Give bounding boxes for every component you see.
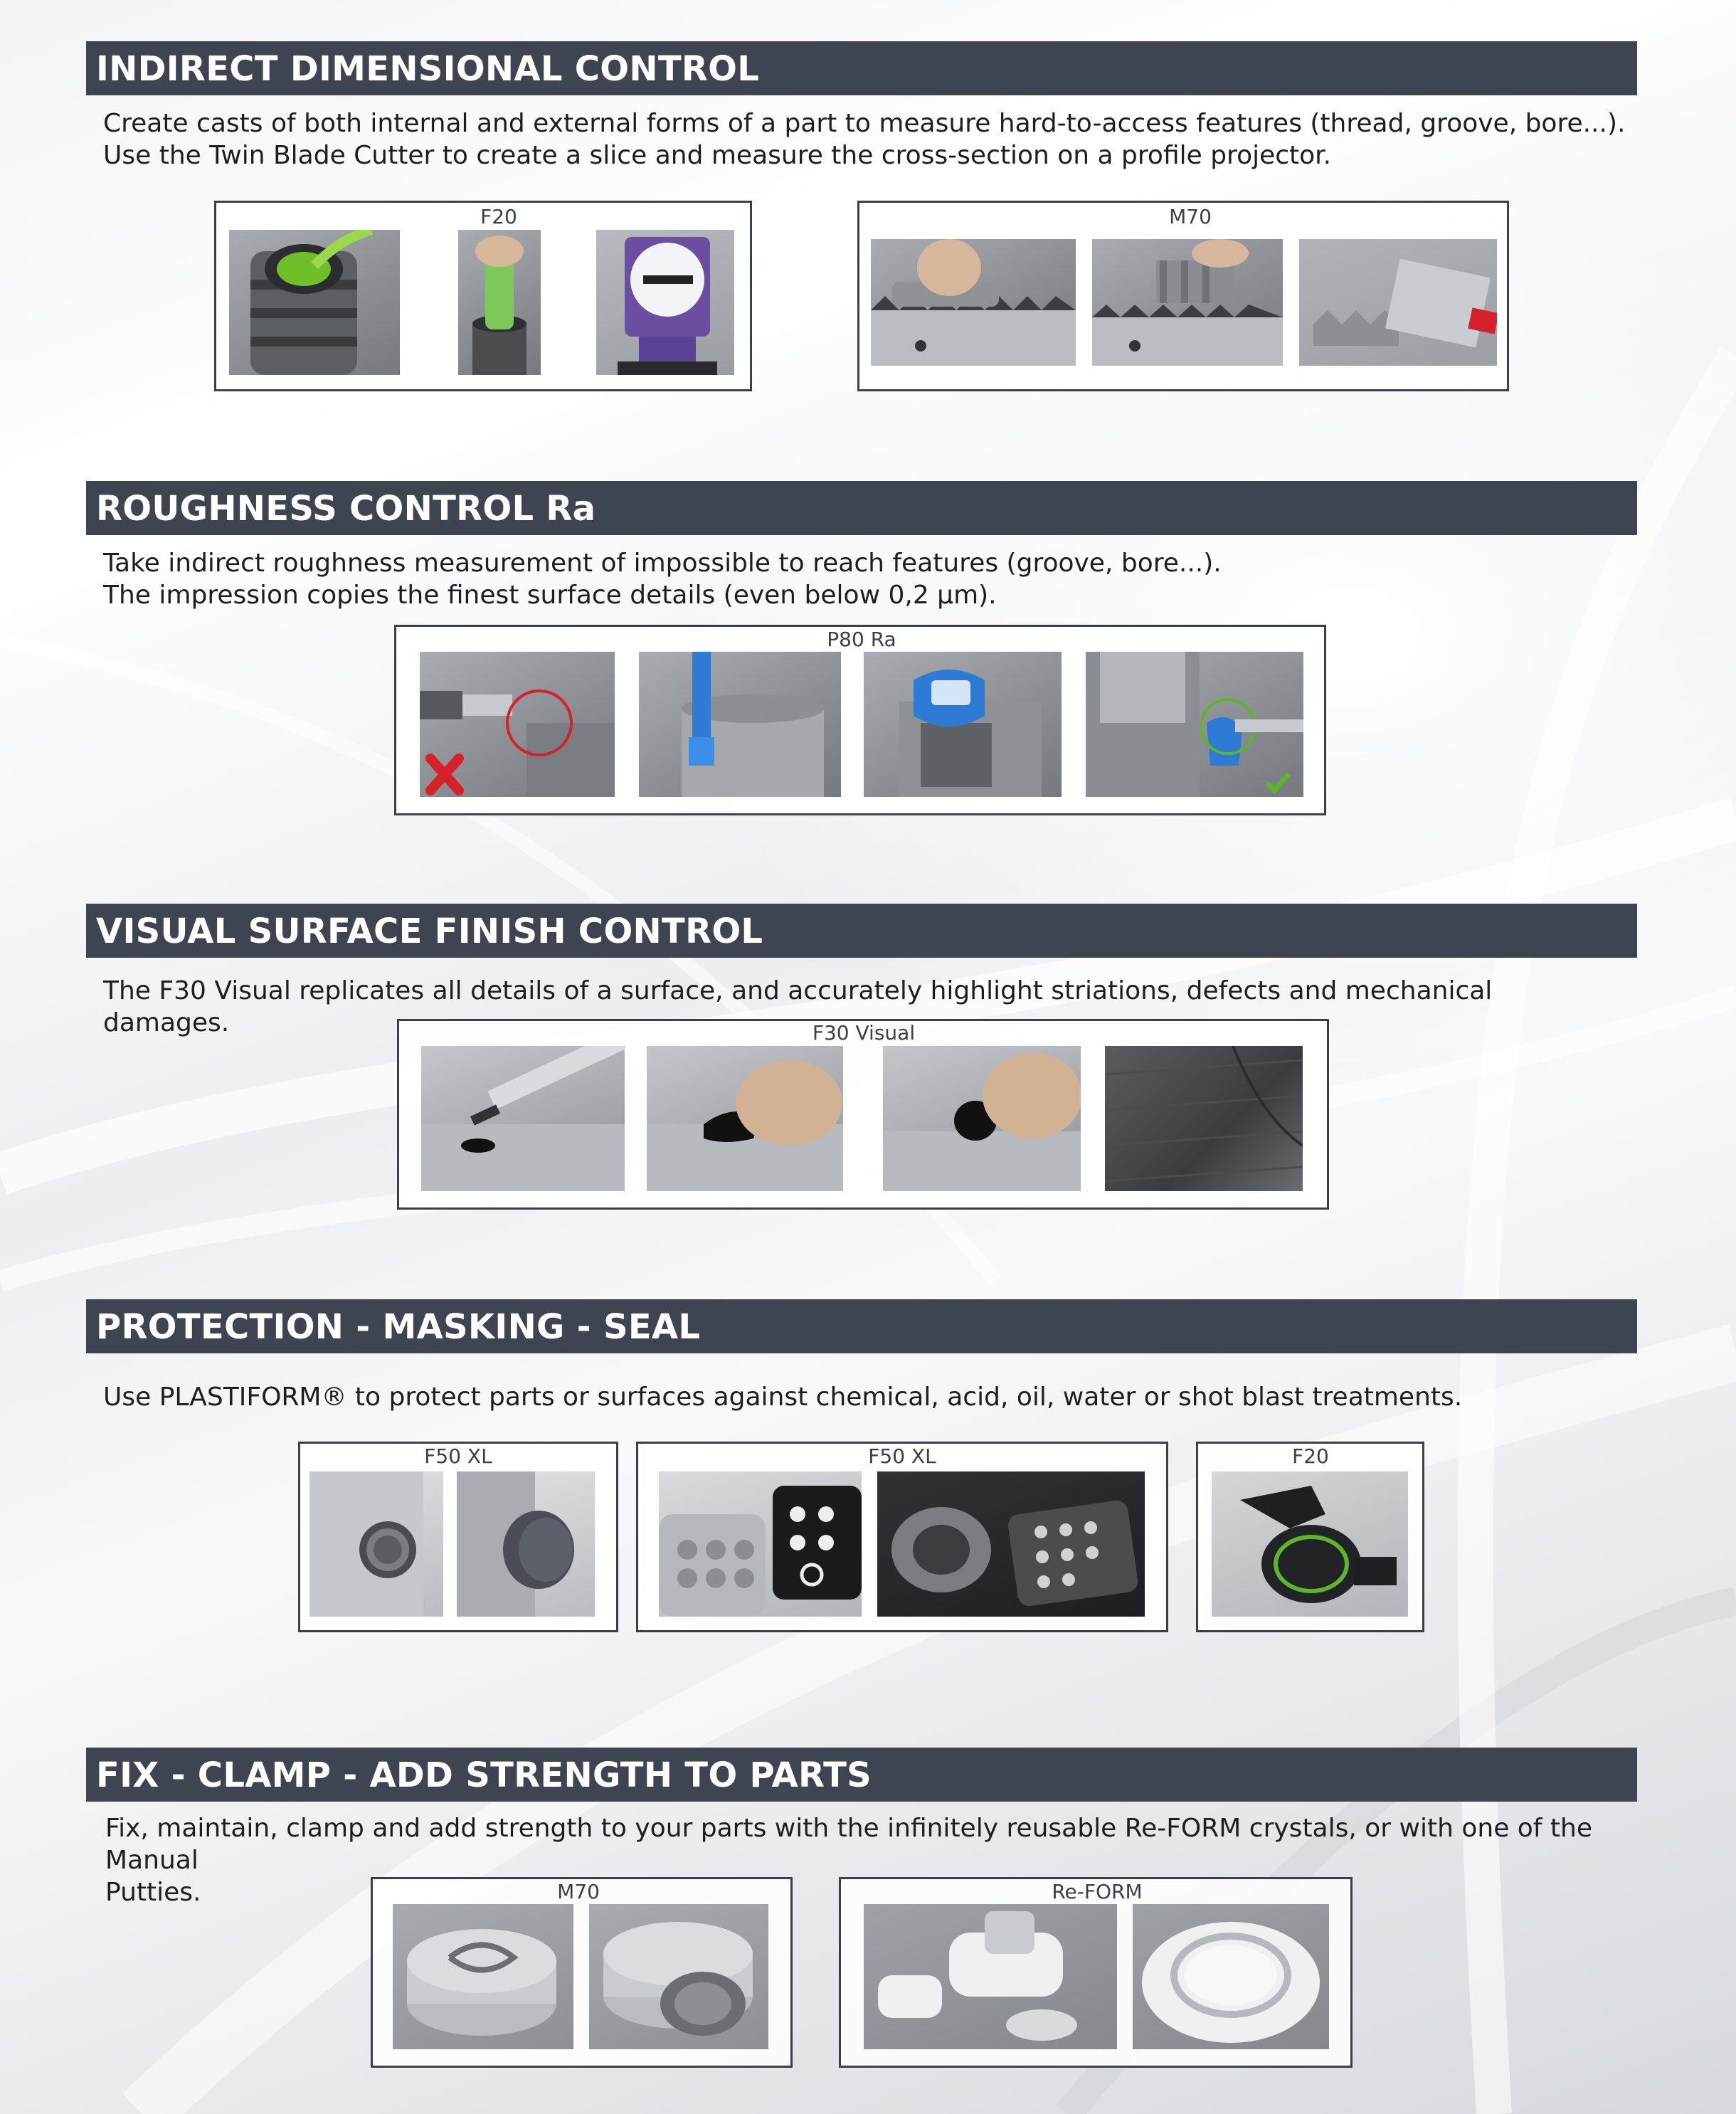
reform-ring-fixture-photo <box>1133 1904 1329 2049</box>
masking-plate-plugs-photo <box>659 1471 862 1617</box>
roughness-probe-unreachable-photo <box>420 652 615 797</box>
surface-texture-replica-photo <box>1105 1046 1303 1191</box>
product-label: F20 <box>480 205 517 228</box>
description-line: The impression copies the finest surface details (even below 0,2 µm). <box>103 581 997 610</box>
masked-part-shot-blast-photo <box>877 1471 1145 1617</box>
section-header-visual-surface-finish-control: VISUAL SURFACE FINISH CONTROL <box>86 904 1637 958</box>
reform-crystals-fixture-photo <box>864 1904 1117 2049</box>
description-line: Take indirect roughness measurement of impossible to reach features (groove, bore...). <box>103 549 1222 578</box>
description-line: The F30 Visual replicates all details of a surface, and accurately highlight striations, defects and mechanical damages. <box>103 976 1493 1037</box>
description-line: Putties. <box>105 1878 201 1907</box>
description-line: Use the Twin Blade Cutter to create a slice and measure the cross-section on a profile projector. <box>103 141 1332 170</box>
product-label: F30 Visual <box>812 1021 916 1045</box>
thread-bore-green-cast-photo <box>229 230 400 375</box>
section-header-protection-masking-seal: PROTECTION - MASKING - SEAL <box>86 1299 1637 1353</box>
threaded-hole-plugged-photo <box>457 1471 595 1617</box>
putty-fixture-part-photo <box>589 1904 768 2049</box>
roughness-probe-on-cast-photo <box>1086 652 1303 797</box>
section-description <box>103 547 1626 611</box>
threaded-hole-photo <box>309 1471 443 1617</box>
section-description <box>103 107 1626 171</box>
description-line: Fix, maintain, clamp and add strength to your parts with the infinitely reusable Re-FORM crystals, or with one of the Manual <box>105 1814 1593 1875</box>
description-line: Use PLASTIFORM® to protect parts or surfaces against chemical, acid, oil, water or shot blast treatments. <box>103 1383 1463 1412</box>
black-cast-peel-photo <box>647 1046 843 1191</box>
product-label: F50 XL <box>424 1444 492 1468</box>
section-description <box>103 1381 1626 1413</box>
product-label: P80 Ra <box>827 628 896 651</box>
rack-gear-cast-lift-photo <box>1092 239 1283 366</box>
black-cast-removed-photo <box>883 1046 1081 1191</box>
product-label: M70 <box>557 1880 600 1903</box>
blue-cartridge-injection-photo <box>639 652 841 797</box>
seal-on-housing-photo <box>1212 1471 1408 1617</box>
green-cast-extraction-photo <box>458 230 541 375</box>
product-label: M70 <box>1169 205 1212 228</box>
blue-cast-in-groove-photo <box>864 652 1062 797</box>
cast-slice-twin-blade-cutter-photo <box>1299 239 1497 366</box>
putty-fixture-puck-photo <box>393 1904 573 2049</box>
product-label: F20 <box>1292 1444 1329 1468</box>
description-line: Create casts of both internal and external forms of a part to measure hard-to-access features (thread, groove, bore...). <box>103 109 1626 138</box>
section-header-fix-clamp-add-strength: FIX - CLAMP - ADD STRENGTH TO PARTS <box>86 1748 1637 1802</box>
section-header-roughness-control: ROUGHNESS CONTROL Ra <box>86 481 1637 535</box>
product-label: Re-FORM <box>1052 1880 1143 1903</box>
section-header-indirect-dimensional-control: INDIRECT DIMENSIONAL CONTROL <box>86 41 1637 95</box>
product-label: F50 XL <box>868 1444 936 1468</box>
rack-gear-putty-press-photo <box>871 239 1076 366</box>
black-compound-dispense-photo <box>421 1046 625 1191</box>
profile-projector-photo <box>596 230 734 375</box>
